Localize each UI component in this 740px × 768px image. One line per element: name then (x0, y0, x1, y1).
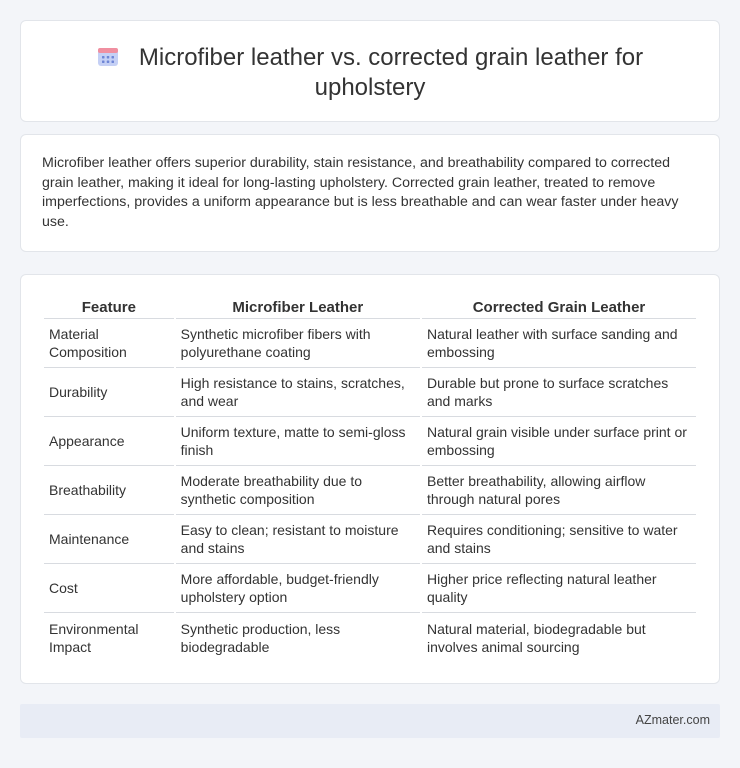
corrected-grain-cell: Natural material, biodegradable but involves animal sourcing (426, 620, 646, 655)
footer-site-link[interactable]: AZmater.com (635, 713, 710, 727)
corrected-grain-cell: Natural grain visible under surface print or embossing (422, 417, 696, 466)
feature-cell: Durability (44, 368, 174, 417)
calendar-icon (97, 45, 119, 67)
comparison-card (20, 274, 720, 684)
feature-cell: Appearance (44, 417, 174, 466)
title-card (20, 20, 720, 122)
column-header: Microfiber Leather (176, 295, 420, 319)
summary-card (20, 134, 720, 252)
microfiber-cell: Moderate breathability due to synthetic composition (176, 466, 420, 515)
feature-cell: Environmental Impact (49, 620, 139, 655)
microfiber-cell: Synthetic production, less biodegradable (180, 620, 341, 655)
microfiber-cell: More affordable, budget-friendly upholstery option (176, 564, 420, 613)
feature-cell: Material Composition (44, 319, 174, 368)
page-title: Microfiber leather vs. corrected grain leather for upholstery (138, 44, 644, 101)
table-row (44, 417, 696, 466)
page-title-wrap (81, 43, 659, 103)
table-row (44, 368, 696, 417)
feature-cell: Maintenance (44, 515, 174, 564)
table-row (44, 515, 696, 564)
column-header: Corrected Grain Leather (422, 295, 696, 319)
corrected-grain-cell: Higher price reflecting natural leather quality (422, 564, 696, 613)
microfiber-cell: Easy to clean; resistant to moisture and stains (176, 515, 420, 564)
feature-cell: Cost (44, 564, 174, 613)
microfiber-cell: Synthetic microfiber fibers with polyurethane coating (176, 319, 420, 368)
corrected-grain-cell: Requires conditioning; sensitive to water and stains (422, 515, 696, 564)
comparison-table (42, 295, 698, 662)
corrected-grain-cell: Natural leather with surface sanding and embossing (422, 319, 696, 368)
footer-bar (20, 704, 720, 738)
summary-text: Microfiber leather offers superior durability, stain resistance, and breathability compared to corrected grain leather, making it ideal for long-lasting upholstery. Corrected grain leather, treated to remove imperfections, provides a uniform appearance but is less breathable and can wear faster under heavy use. (42, 155, 679, 230)
table-row (44, 564, 696, 613)
column-header: Feature (44, 295, 174, 319)
corrected-grain-cell: Better breathability, allowing airflow through natural pores (422, 466, 696, 515)
table-row (44, 319, 696, 368)
microfiber-cell: High resistance to stains, scratches, and wear (176, 368, 420, 417)
table-row (44, 613, 696, 662)
corrected-grain-cell: Durable but prone to surface scratches and marks (422, 368, 696, 417)
feature-cell: Breathability (44, 466, 174, 515)
table-row (44, 466, 696, 515)
microfiber-cell: Uniform texture, matte to semi-gloss finish (176, 417, 420, 466)
table-header-row (44, 295, 696, 319)
